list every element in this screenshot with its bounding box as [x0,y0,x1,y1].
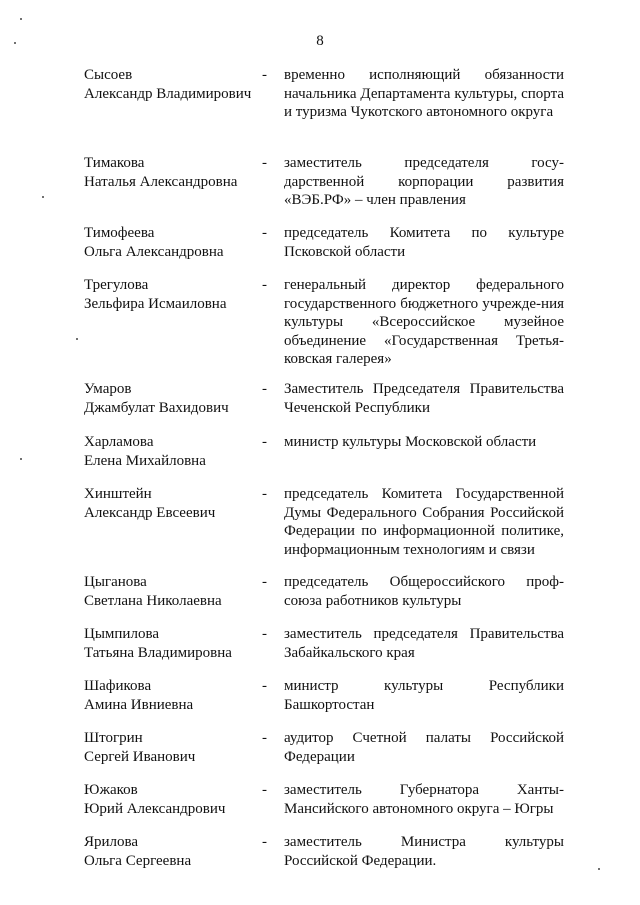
surname: Штогрин [84,730,143,746]
person-name [84,781,260,818]
surname: Умаров [84,381,132,397]
person-name [84,833,260,870]
given-names: Наталья Александровна [84,173,238,190]
surname: Сысоев [84,67,133,83]
surname: Хинштейн [84,486,152,502]
given-names: Сергей Иванович [84,748,196,765]
separator-dash: - [262,678,267,694]
person-name [84,573,260,610]
position-text: заместитель председателя Правительства Забайкальского края [284,626,564,661]
scan-speck [42,196,44,198]
surname: Трегулова [84,277,149,293]
surname: Цымпилова [84,626,159,642]
separator-dash: - [262,225,267,241]
given-names: Юрий Александрович [84,800,226,817]
scan-speck [20,458,22,460]
person-name [84,66,260,103]
separator-dash: - [262,730,267,746]
separator-dash: - [262,155,267,171]
separator-dash: - [262,626,267,642]
separator-dash: - [262,574,267,590]
surname: Тимофеева [84,225,155,241]
person-name [84,276,260,313]
person-name [84,433,260,470]
surname: Ярилова [84,834,139,850]
person-name [84,625,260,662]
person-name [84,154,260,191]
position-text: заместитель Министра культуры Российской Федерации. [284,834,564,869]
position-text: министр культуры Республики Башкортостан [284,678,564,713]
page-number: 8 [316,33,324,49]
given-names: Александр Евсеевич [84,504,216,521]
scan-speck [20,18,22,20]
given-names: Джамбулат Вахидович [84,399,229,416]
scan-speck [76,338,78,340]
position-text: председатель Комитета по культуре Псковской области [284,225,564,260]
separator-dash: - [262,67,267,83]
given-names: Александр Владимирович [84,85,252,102]
surname: Тимакова [84,155,145,171]
given-names: Ольга Александровна [84,243,224,260]
person-name [84,224,260,261]
person-name [84,677,260,714]
scan-speck [598,868,600,870]
position-text: аудитор Счетной палаты Российской Федерации [284,730,564,765]
surname: Цыганова [84,574,147,590]
position-text: Заместитель Председателя Правительства Чеченской Республики [284,381,564,416]
separator-dash: - [262,434,267,450]
separator-dash: - [262,381,267,397]
surname: Шафикова [84,678,152,694]
given-names: Светлана Николаевна [84,592,222,609]
separator-dash: - [262,834,267,850]
surname: Южаков [84,782,138,798]
given-names: Ольга Сергеевна [84,852,192,869]
given-names: Елена Михайловна [84,452,206,469]
given-names: Зельфира Исмаиловна [84,295,227,312]
separator-dash: - [262,486,267,502]
position-text: временно исполняющий обязанности начальника Департамента культуры, спорта и туризма Чукотского автономного округа [284,67,564,120]
person-name [84,485,260,522]
separator-dash: - [262,782,267,798]
given-names: Амина Ивниевна [84,696,194,713]
position-text: заместитель Губернатора Ханты-Мансийского автономного округа – Югры [284,782,564,817]
position-text: заместитель председателя госу-дарственной корпорации развития «ВЭБ.РФ» – член правления [284,155,564,208]
position-text: министр культуры Московской области [284,434,537,450]
position-text: председатель Общероссийского проф-союза работников культуры [284,574,564,609]
surname: Харламова [84,434,154,450]
position-text: генеральный директор федерального государственного бюджетного учрежде-ния культуры «Всероссийское музейное объединение «Государственная Третья-ковская галерея» [284,277,564,367]
position-text: председатель Комитета Государственной Думы Федерального Собрания Российской Федерации по информационной политике, информационным технологиям и связи [284,486,564,558]
separator-dash: - [262,277,267,293]
person-name [84,729,260,766]
given-names: Татьяна Владимировна [84,644,232,661]
scan-speck [14,42,16,44]
person-name [84,380,260,417]
